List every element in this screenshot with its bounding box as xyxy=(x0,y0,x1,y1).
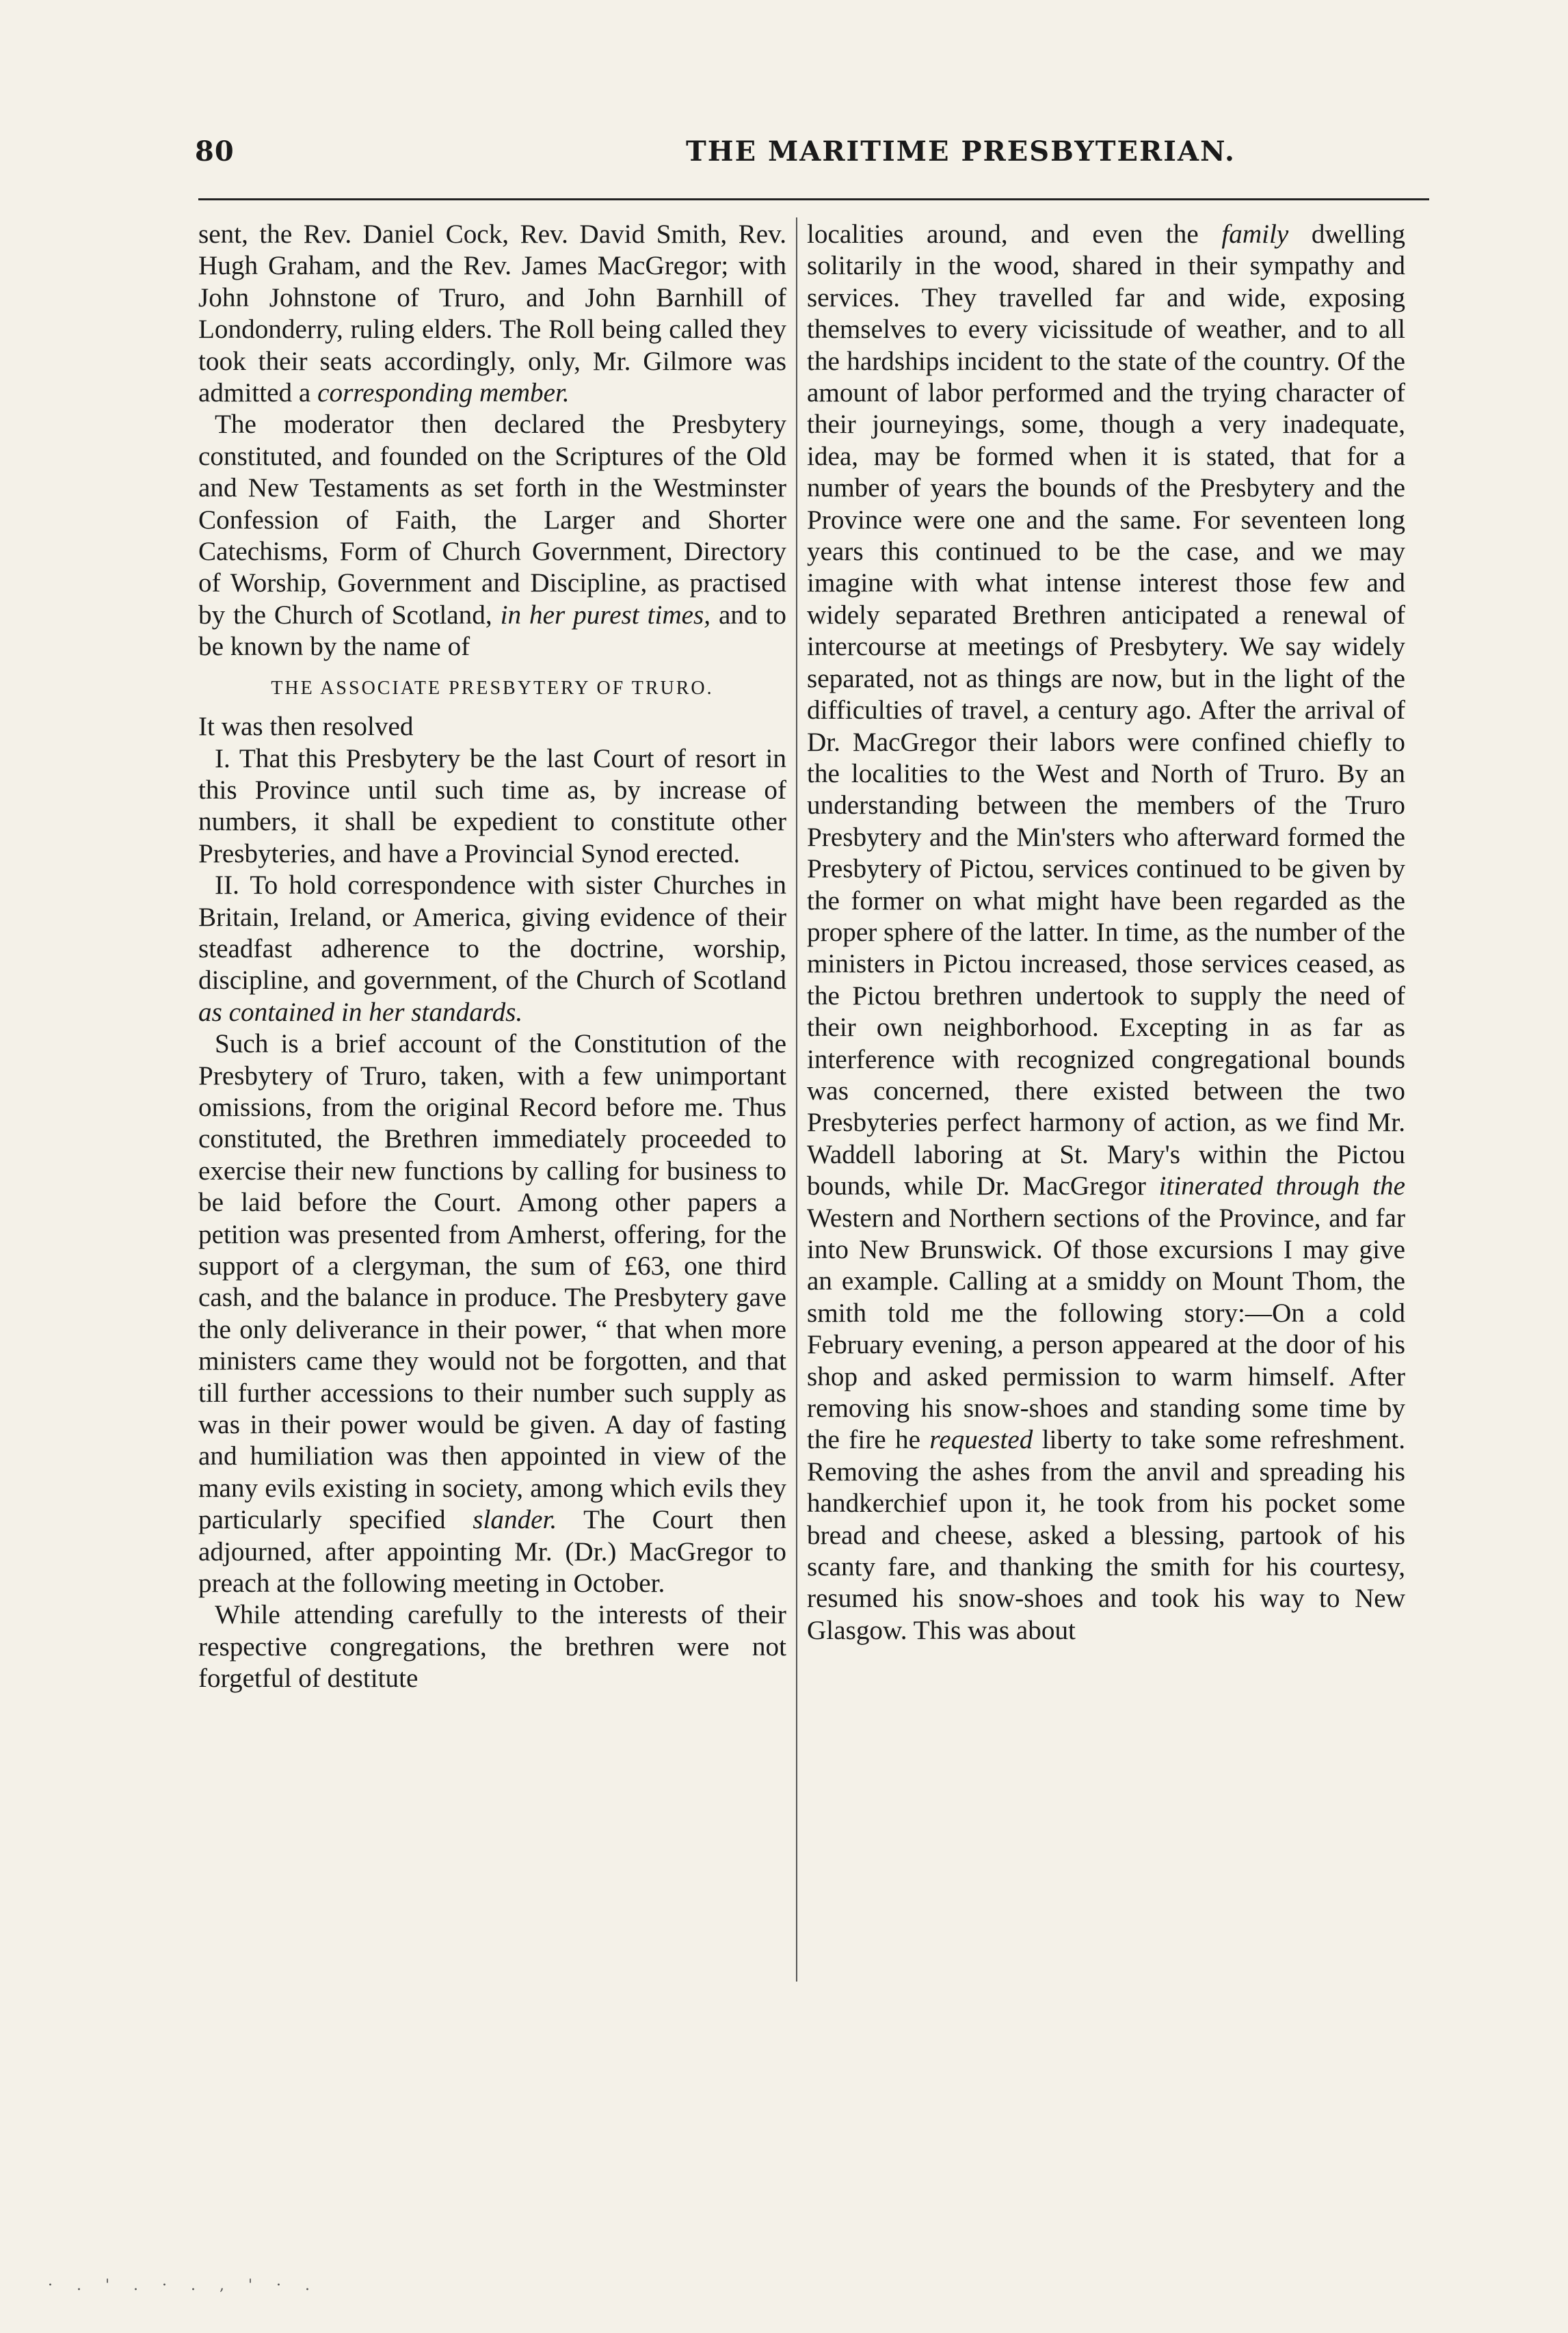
right-column xyxy=(807,219,1405,1997)
running-title: THE MARITIME PRESBYTERIAN. xyxy=(686,135,1236,168)
right-paragraph-1: localities around, and even the family dwelling solitarily in the wood, shared in their sympathy and services. They travelled far and wide, exposing themselves to every vicissitude of weather, and to all the hardships incident to the state of the country. Of the amount of labor performed and the trying character of their journeyings, some, though a very inadequate, idea, may be formed when it is stated, that for a number of years the bounds of the Presbytery and the Province were one and the same. For seventeen long years this continued to be the case, and we may imagine with what intense interest those few and widely separated Brethren anticipated a renewal of intercourse at meetings of Presbytery. We say widely separated, not as things are now, but in the light of the difficulties of travel, a century ago. After the arrival of Dr. MacGregor their labors were confined chiefly to the localities to the West and North of Truro. By an understanding between the members of the Truro Presbytery and the Min'sters who afterward formed the Presbytery of Pictou, services continued to be given by the former on what might have been regarded as the proper sphere of the latter. In time, as the number of the ministers in Pictou increased, those services ceased, as the Pictou brethren undertook to supply the need of their own neighborhood. Excepting in as far as interference with recognized congregational bounds was concerned, there existed between the two Presbyteries perfect harmony of action, as we find Mr. Waddell laboring at St. Mary's within the Pictou bounds, while Dr. MacGregor itinerated through the Western and Northern sections of the Province, and far into New Brunswick. Of those excursions I may give an example. Calling at a smiddy on Mount Thom, the smith told me the following story:—On a cold February evening, a person appeared at the door of his shop and asked permission to warm himself. After removing his snow-shoes and standing some time by the fire he requested liberty to take some refreshment. Removing the ashes from the anvil and spreading his handkerchief upon it, he took from his pocket some bread and cheese, asked a blessing, partook of his scanty fare, and thanking the smith for his courtesy, resumed his snow-shoes and took his way to New Glasgow. This was about xyxy=(807,219,1405,1645)
page-number: 80 xyxy=(195,135,235,168)
page-header xyxy=(195,135,1433,183)
left-paragraph-5: II. To hold correspondence with sister Churches in Britain, Ireland, or America, giving evidence of their steadfast adherence to the doctrine, worship, discipline, and government, of the Church of Scotland as contained in her standards. xyxy=(198,870,786,1027)
print-specks: · . ' . · . , ' · . xyxy=(48,2277,319,2294)
header-rule xyxy=(198,198,1429,200)
section-subheading: THE ASSOCIATE PRESBYTERY OF TRURO. xyxy=(271,677,714,699)
column-divider xyxy=(796,217,797,1982)
left-column xyxy=(198,219,786,1997)
left-paragraph-4: I. That this Presbytery be the last Court of resort in this Province until such time as, by increase of numbers, it shall be expedient to constitute other Presbyteries, and have a Provincial Synod erected. xyxy=(198,743,786,868)
left-paragraph-3: It was then resolved xyxy=(198,712,414,742)
left-paragraph-2: The moderator then declared the Presbytery constituted, and founded on the Scriptures of the Old and New Testaments as set forth in the Westminster Confession of Faith, the Larger and Shorter Catechisms, Form of Church Government, Directory of Worship, Government and Discipline, as practised by the Church of Scotland, in her purest times, and to be known by the name of xyxy=(198,410,786,662)
left-paragraph-7: While attending carefully to the interests of their respective congregations, the brethren were not forgetful of destitute xyxy=(198,1600,786,1694)
left-paragraph-6: Such is a brief account of the Constitution of the Presbytery of Truro, taken, with a few unimportant omissions, from the original Record before me. Thus constituted, the Brethren immediately proceeded to exercise their new functions by calling for business to be laid before the Court. Among other papers a petition was presented from Amherst, offering, for the support of a clergyman, the sum of £63, one third cash, and the balance in produce. The Presbytery gave the only deliverance in their power, “ that when more ministers came they would not be forgotten, and that till further accessions to their number such supply as was in their power would be given. A day of fasting and humiliation was then appointed in view of the many evils existing in society, among which evils they particularly specified slander. The Court then adjourned, after appointing Mr. (Dr.) MacGregor to preach at the following meeting in October. xyxy=(198,1029,786,1599)
left-paragraph-1: sent, the Rev. Daniel Cock, Rev. David Smith, Rev. Hugh Graham, and the Rev. James MacGregor; with John Johnstone of Truro, and John Barnhill of Londonderry, ruling elders. The Roll being called they took their seats accordingly, only, Mr. Gilmore was admitted a corresponding member. xyxy=(198,219,786,408)
